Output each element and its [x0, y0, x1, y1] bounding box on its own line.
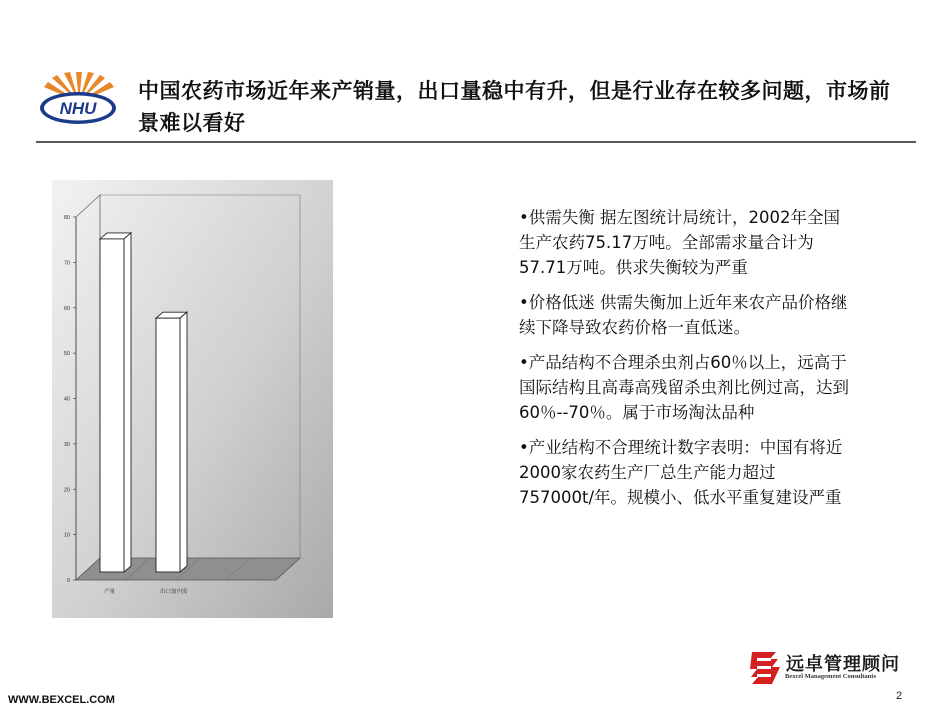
chart-background — [52, 180, 333, 618]
logo-text: NHU — [59, 99, 97, 118]
y-tick-label: 60 — [63, 305, 70, 312]
bullet-supply-demand: •供需失衡 据左图统计局统计，2002年全国生产农药75.17万吨。全部需求量合计为57.71万吨。供求失衡较为严重 — [519, 208, 840, 277]
y-tick-label: 80 — [63, 215, 70, 221]
y-tick-label: 20 — [63, 487, 70, 494]
y-tick-label: 70 — [63, 260, 70, 267]
page-number: 2 — [896, 690, 903, 702]
footer-url[interactable]: WWW.BEXCEL.COM — [8, 694, 115, 706]
bullet-product-structure: •产品结构不合理杀虫剂占60％以上，远高于国际结构且高毒高残留杀虫剂比例过高，达到60％--70％。属于市场淘汰品种 — [519, 353, 849, 422]
y-tick-label: 30 — [63, 441, 70, 448]
bar-side — [124, 233, 131, 572]
bar — [156, 318, 180, 572]
brand-name: 远卓管理顾问 — [786, 654, 900, 675]
x-category-label: 出口加内需 — [160, 589, 188, 595]
production-demand-chart — [52, 180, 333, 618]
y-tick-label: 10 — [63, 532, 70, 539]
brand-subtitle: Bexcel Management Consultants — [785, 673, 876, 680]
page-title: 中国农药市场近年来产销量，出口量稳中有升，但是行业存在较多问题，市场前景难以看好 — [138, 79, 891, 135]
title-divider — [36, 141, 916, 143]
bexcel-logo-icon — [748, 650, 782, 686]
bar — [100, 239, 124, 572]
bullet-list — [519, 205, 849, 520]
y-tick-label: 0 — [66, 578, 70, 584]
y-tick-label: 40 — [63, 396, 70, 403]
bullet-industry-structure: •产业结构不合理统计数字表明：中国有将近2000家农药生产厂总生产能力超过757000t/年。规模小、低水平重复建设严重 — [519, 438, 843, 507]
bullet-price: •价格低迷 供需失衡加上近年来农产品价格继续下降导致农药价格一直低迷。 — [519, 293, 848, 337]
y-tick-label: 50 — [63, 351, 70, 358]
x-category-label: 产量 — [104, 589, 116, 595]
nhu-logo — [38, 72, 120, 130]
bar-side — [180, 312, 187, 572]
bexcel-brand — [748, 648, 913, 688]
